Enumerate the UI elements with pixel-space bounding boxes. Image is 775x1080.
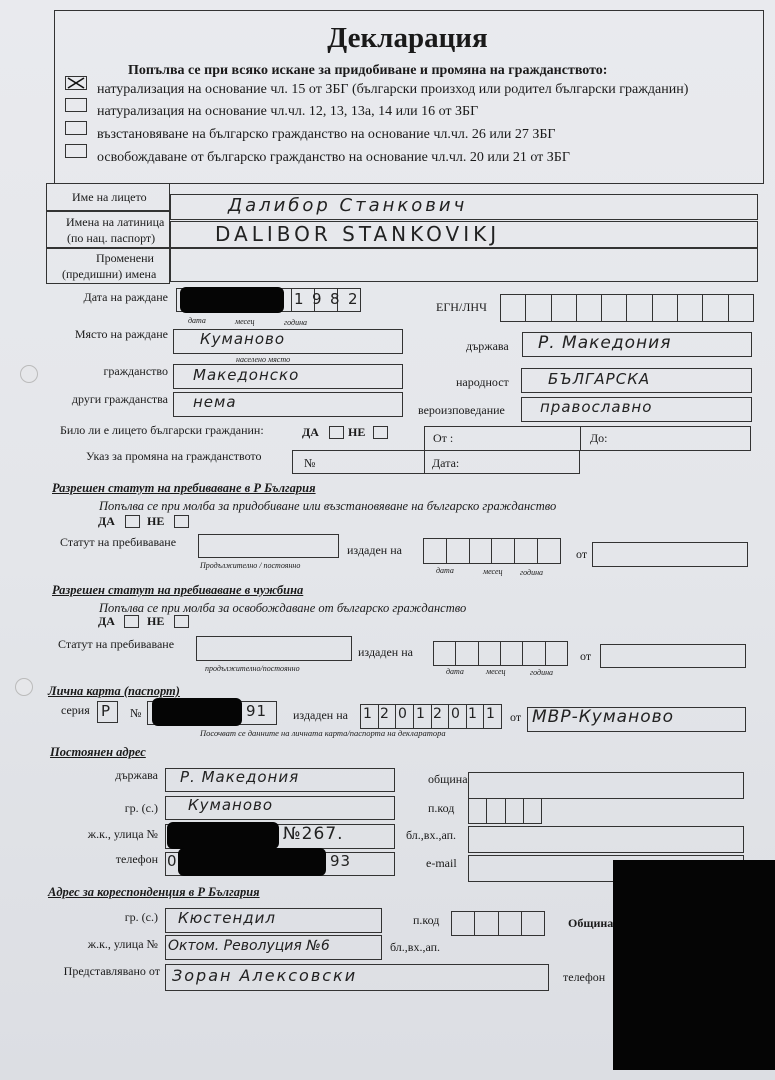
id-issued-digit-6: 0 xyxy=(451,706,461,722)
residence-bg-no-label: НЕ xyxy=(147,514,165,528)
perm-city-value: Куманово xyxy=(188,796,274,814)
perm-municipality-field[interactable] xyxy=(468,772,744,799)
residence-bg-caption-month: месец xyxy=(483,567,503,576)
decree-no-label: № xyxy=(304,456,316,470)
was-bg-no-label: НЕ xyxy=(348,425,366,439)
changed-label-1: Променени xyxy=(96,251,154,265)
perm-street-label: ж.к., улица № xyxy=(87,827,158,841)
to-label: До: xyxy=(590,431,608,445)
correspondence-address-title: Адрес за кореспонденция в Р България xyxy=(48,885,260,899)
id-issued-digit-2: 2 xyxy=(380,706,390,722)
perm-phone-visible-start: 0 xyxy=(167,852,178,870)
corr-postcode-cells[interactable] xyxy=(451,911,545,936)
corr-represented-value: Зоран Алексовски xyxy=(172,966,358,985)
form-title: Декларация xyxy=(327,22,488,54)
residence-bg-issued-cells[interactable] xyxy=(423,538,561,564)
religion-value: православно xyxy=(540,398,653,416)
residence-abroad-status-field[interactable] xyxy=(196,636,352,661)
id-number-redaction xyxy=(152,698,242,726)
residence-bg-title: Разрешен статут на пребиваване в Р България xyxy=(52,481,316,495)
was-bg-citizen-label: Било ли е лицето български гражданин: xyxy=(60,423,264,437)
was-bg-yes-label: ДА xyxy=(302,425,319,439)
punch-hole-top xyxy=(20,365,38,383)
perm-postcode-cells[interactable] xyxy=(468,798,542,824)
perm-phone-redaction xyxy=(178,848,326,876)
perm-street-visible: №267. xyxy=(283,824,344,844)
id-number-label: № xyxy=(130,706,142,720)
corr-block-label: бл.,вх.,ап. xyxy=(390,940,441,954)
corr-city-label: гр. (с.) xyxy=(124,910,158,924)
dob-digit-1: 1 xyxy=(294,290,305,308)
residence-abroad-subtitle: Попълва се при молба за освобождаване от българско гражданство xyxy=(99,601,467,615)
dob-digit-3: 8 xyxy=(330,290,341,308)
residence-bg-no-checkbox[interactable] xyxy=(174,515,189,528)
option-label-3: възстановяване на българско гражданство на основание чл.чл. 26 или 27 ЗБГ xyxy=(97,127,556,142)
id-issued-digit-8: 1 xyxy=(486,706,496,722)
perm-email-label: e-mail xyxy=(426,856,457,870)
residence-abroad-caption-day: дата xyxy=(446,667,464,676)
residence-abroad-from-label: от xyxy=(580,649,592,663)
permanent-address-title: Постоянен адрес xyxy=(50,745,146,759)
residence-bg-yes-label: ДА xyxy=(98,514,115,528)
id-issued-digit-3: 0 xyxy=(398,706,408,722)
corr-street-label: ж.к., улица № xyxy=(87,937,158,951)
perm-block-label: бл.,вх.,ап. xyxy=(406,828,457,842)
option-label-4: освобождаване от българско гражданство на основание чл.чл. 20 или 21 от ЗБГ xyxy=(97,150,570,165)
corner-redaction xyxy=(613,860,775,1070)
residence-bg-yes-checkbox[interactable] xyxy=(125,515,140,528)
residence-abroad-from-field[interactable] xyxy=(600,644,746,668)
id-issued-digit-4: 1 xyxy=(416,706,426,722)
residence-bg-status-caption: Продължително / постоянно xyxy=(200,561,301,570)
dob-caption-month: месец xyxy=(235,317,255,326)
country-label: държава xyxy=(466,339,509,353)
nationality-label: народност xyxy=(456,375,509,389)
decree-date-label: Дата: xyxy=(432,456,460,470)
perm-country-label: държава xyxy=(115,768,158,782)
residence-abroad-caption-year: година xyxy=(530,668,554,677)
bg-period-box xyxy=(424,426,751,451)
residence-abroad-status-label: Статут на пребиваване xyxy=(58,637,175,651)
id-issued-label: издаден на xyxy=(293,708,348,722)
was-bg-yes-checkbox[interactable] xyxy=(329,426,344,439)
dob-digit-2: 9 xyxy=(312,290,323,308)
residence-abroad-no-checkbox[interactable] xyxy=(174,615,189,628)
residence-abroad-issued-label: издаден на xyxy=(358,645,413,659)
punch-hole-bottom xyxy=(15,678,33,696)
id-series-label: серия xyxy=(61,703,90,717)
option-label-1: натурализация на основание чл. 15 от ЗБГ (български произход или родител български гражданин) xyxy=(97,82,689,97)
id-issued-digit-7: 1 xyxy=(468,706,478,722)
option-checkbox-4[interactable] xyxy=(65,144,87,158)
form-instruction: Попълва се при всяко искане за придобиване и промяна на гражданството: xyxy=(128,63,608,78)
option-checkbox-3[interactable] xyxy=(65,121,87,135)
id-from-label: от xyxy=(510,710,522,724)
residence-abroad-issued-cells[interactable] xyxy=(433,641,568,666)
residence-bg-from-label: от xyxy=(576,547,588,561)
residence-bg-status-field[interactable] xyxy=(198,534,339,558)
id-from-value: МВР-Куманово xyxy=(532,707,675,727)
birthplace-label: Място на раждане xyxy=(74,327,168,341)
perm-postcode-label: п.код xyxy=(428,801,455,815)
dob-label: Дата на раждане xyxy=(83,290,168,304)
latin-name-value: DALIBOR STANKOVIKJ xyxy=(215,222,501,246)
dob-caption-year: година xyxy=(284,318,308,327)
id-card-title: Лична карта (паспорт) xyxy=(48,684,180,698)
id-issued-digit-5: 2 xyxy=(433,706,443,722)
residence-bg-issued-label: издаден на xyxy=(347,543,402,557)
residence-abroad-yes-checkbox[interactable] xyxy=(124,615,139,628)
perm-street-redaction xyxy=(167,822,279,849)
corr-postcode-label: п.код xyxy=(413,913,440,927)
option-checkbox-1[interactable] xyxy=(65,76,87,90)
latin-label-2: (по нац. паспорт) xyxy=(67,231,156,245)
name-label: Име на лицето xyxy=(72,190,147,204)
corr-municipality-label: Община xyxy=(568,916,614,930)
dob-digit-4: 2 xyxy=(348,290,359,308)
residence-abroad-title: Разрешен статут на пребиваване в чужбина xyxy=(52,583,304,597)
residence-abroad-yes-label: ДА xyxy=(98,614,115,628)
dob-redaction xyxy=(180,287,284,313)
perm-municipality-label: община xyxy=(428,772,468,786)
id-series-value: P xyxy=(101,702,112,720)
religion-label: вероизповедание xyxy=(418,403,505,417)
name-value: Далибор Станкович xyxy=(228,195,468,216)
decree-divider xyxy=(424,450,425,474)
id-caption: Посочват се данните на личната карта/паспорта на декларатора xyxy=(200,728,446,738)
corr-street-value: Октом. Револуция №6 xyxy=(168,938,330,954)
other-citizenship-label: други гражданства xyxy=(71,392,168,406)
egn-cells[interactable] xyxy=(500,294,754,322)
check-mark-icon xyxy=(66,77,86,89)
was-bg-no-checkbox[interactable] xyxy=(373,426,388,439)
residence-abroad-caption-month: месец xyxy=(486,667,506,676)
dob-caption-day: дата xyxy=(188,316,206,325)
nationality-value: БЪЛГАРСКА xyxy=(548,370,651,388)
perm-block-field[interactable] xyxy=(468,826,744,853)
egn-label: ЕГН/ЛНЧ xyxy=(436,300,487,314)
citizenship-label: гражданство xyxy=(103,364,168,378)
residence-bg-from-field[interactable] xyxy=(592,542,748,567)
corr-city-value: Кюстендил xyxy=(178,909,277,927)
residence-abroad-status-caption: продължително/постоянно xyxy=(205,664,300,673)
residence-bg-status-label: Статут на пребиваване xyxy=(60,535,177,549)
residence-bg-caption-year: година xyxy=(520,568,544,577)
birthplace-caption: населено място xyxy=(236,355,291,364)
perm-city-label: гр. (с.) xyxy=(124,801,158,815)
residence-abroad-no-label: НЕ xyxy=(147,614,165,628)
id-issued-digit-1: 1 xyxy=(363,706,373,722)
id-number-visible: 91 xyxy=(246,702,268,720)
from-label: От : xyxy=(433,431,454,445)
residence-bg-caption-day: дата xyxy=(436,566,454,575)
bg-period-divider xyxy=(580,426,581,451)
decree-label: Указ за промяна на гражданството xyxy=(86,449,262,463)
residence-bg-subtitle: Попълва се при молба за придобиване или възстановяване на българско гражданство xyxy=(99,499,557,513)
other-citizenship-value: нема xyxy=(193,393,237,411)
country-value: Р. Македония xyxy=(538,333,672,353)
latin-label-1: Имена на латиница xyxy=(66,215,165,229)
birthplace-value: Куманово xyxy=(200,330,286,348)
citizenship-value: Македонско xyxy=(193,366,300,384)
changed-names-field[interactable] xyxy=(170,248,758,282)
perm-phone-visible-end: 93 xyxy=(330,852,352,870)
corr-represented-label: Представлявано от xyxy=(63,964,160,978)
option-checkbox-2[interactable] xyxy=(65,98,87,112)
option-label-2: натурализация на основание чл.чл. 12, 13, 13а, 14 или 16 от ЗБГ xyxy=(97,104,479,119)
perm-country-value: Р. Македония xyxy=(180,768,300,786)
perm-phone-label: телефон xyxy=(115,852,158,866)
changed-label-2: (предишни) имена xyxy=(62,267,157,281)
corr-phone-label: телефон xyxy=(563,970,606,984)
